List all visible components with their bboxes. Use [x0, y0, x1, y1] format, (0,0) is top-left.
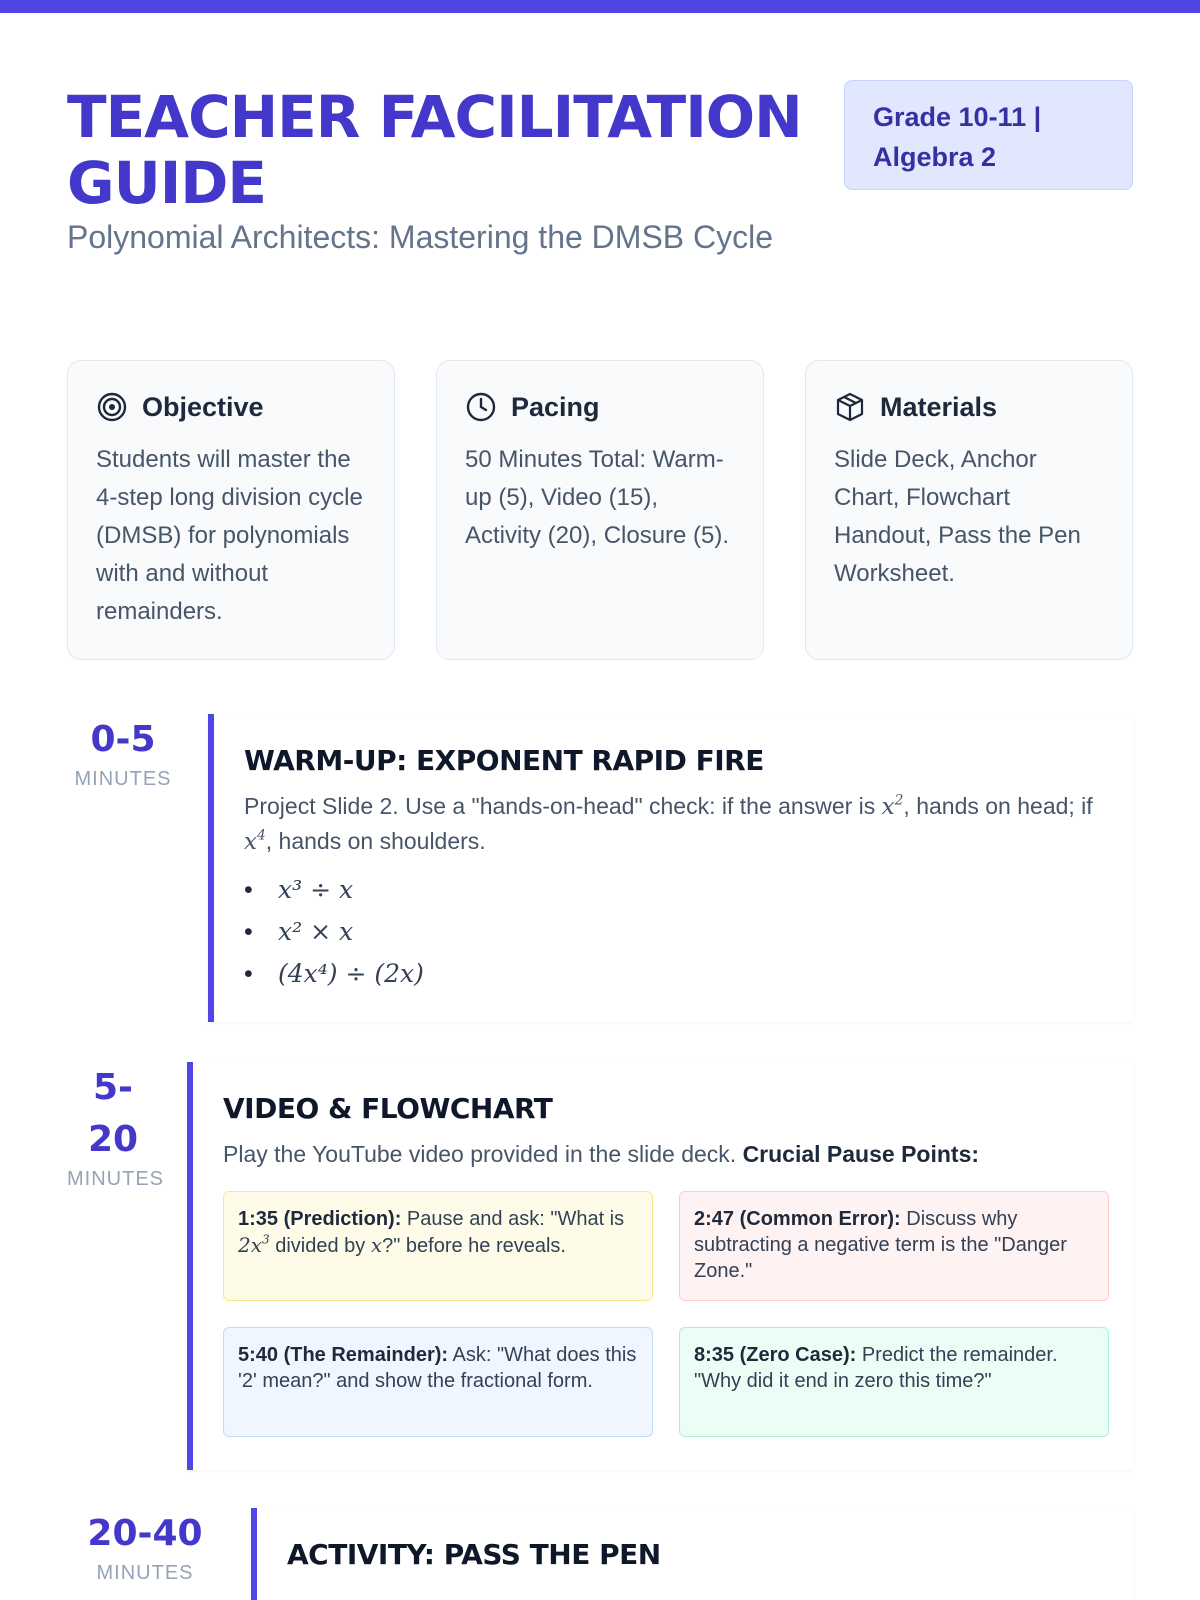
- time-range: 0-5: [90, 719, 156, 760]
- grade-badge: Grade 10-11 | Algebra 2: [844, 80, 1133, 190]
- page-title: TEACHER FACILITATION GUIDE: [67, 83, 802, 217]
- card-header: [465, 391, 735, 423]
- time-range: 20: [87, 1119, 139, 1160]
- clock-icon: [465, 391, 497, 423]
- exponent-list: [244, 869, 1103, 995]
- card-title: Materials: [880, 391, 998, 422]
- overview-cards: [67, 360, 1133, 660]
- pause-point-card: 1:35 (Prediction): Pause and ask: "What is $2x^3$ divided by x?" before he reveals.: [223, 1191, 653, 1301]
- card-body: 50 Minutes Total: Warm-up (5), Video (15), Activity (20), Closure (5).: [465, 446, 730, 549]
- card-header: [834, 391, 1104, 423]
- activity-section: [67, 1508, 1133, 1600]
- card-title: Pacing: [511, 391, 600, 422]
- card-body: Slide Deck, Anchor Chart, Flowchart Handout, Pass the Pen Worksheet.: [834, 446, 1081, 587]
- materials-card: [805, 360, 1133, 660]
- pause-point-card: 8:35 (Zero Case): Predict the remainder. "Why did it end in zero this time?": [679, 1327, 1109, 1437]
- pause-point-card: 2:47 (Common Error): Discuss why subtracting a negative term is the "Danger Zone.": [679, 1191, 1109, 1301]
- video-section: [67, 1062, 1133, 1470]
- target-icon: [96, 391, 128, 423]
- time-label: [67, 1062, 164, 1192]
- objective-card: [67, 360, 395, 660]
- guide-header: [67, 84, 1133, 314]
- card-title: Objective: [142, 391, 264, 422]
- pause-points: [223, 1191, 1107, 1439]
- list-item: • x² × x: [244, 911, 1103, 953]
- list-item: • x³ ÷ x: [244, 869, 1103, 911]
- page-subtitle: Polynomial Architects: Mastering the DMSB Cycle: [67, 219, 774, 255]
- card-header: [96, 391, 366, 423]
- pacing-card: [436, 360, 764, 660]
- box-icon: [834, 391, 866, 423]
- section-title: VIDEO & FLOWCHART: [223, 1092, 553, 1125]
- section-content: [251, 1508, 1133, 1600]
- warmup-section: [67, 714, 1133, 1022]
- card-body: Students will master the 4-step long division cycle (DMSB) for polynomials with and without remainders.: [96, 446, 363, 625]
- section-text: Play the YouTube video provided in the slide deck. Crucial Pause Points:: [223, 1141, 980, 1167]
- section-content: [187, 1062, 1133, 1470]
- pause-point-card: 5:40 (The Remainder): Ask: "What does this '2' mean?" and show the fractional form.: [223, 1327, 653, 1437]
- section-title: WARM-UP: EXPONENT RAPID FIRE: [244, 744, 764, 777]
- time-unit: MINUTES: [74, 768, 172, 790]
- time-unit: MINUTES: [67, 1168, 164, 1190]
- section-title: ACTIVITY: PASS THE PEN: [287, 1538, 661, 1571]
- time-range: 20-40: [87, 1513, 203, 1554]
- time-unit: MINUTES: [96, 1562, 194, 1584]
- top-accent-bar: [0, 0, 1200, 13]
- section-text: Project Slide 2. Use a "hands-on-head" check: if the answer is $x^2$, hands on head; if $x^4$, hands on shoulders.: [244, 792, 1093, 855]
- time-label: [67, 1508, 223, 1586]
- list-item: • (4x⁴) ÷ (2x): [244, 953, 1103, 995]
- section-content: [208, 714, 1133, 1022]
- time-label: [67, 714, 179, 792]
- time-range: 5-: [93, 1067, 133, 1108]
